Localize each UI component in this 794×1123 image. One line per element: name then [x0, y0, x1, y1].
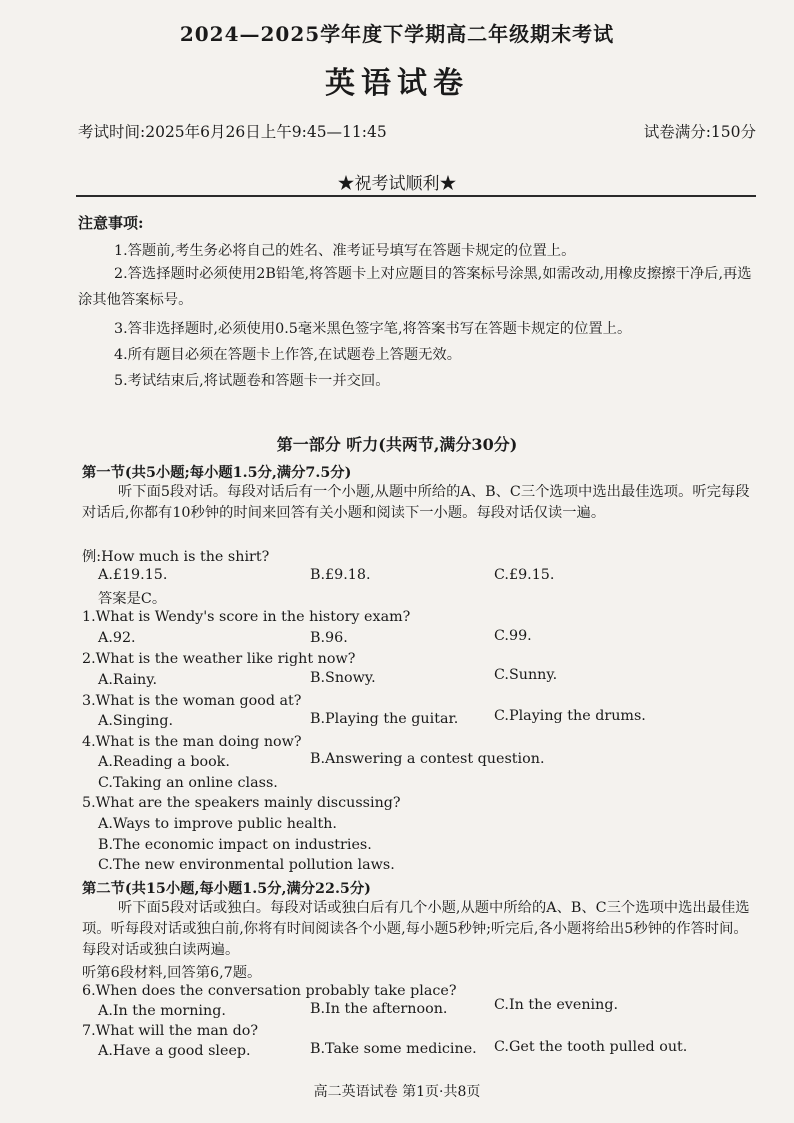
option-c: C.In the evening. [494, 997, 619, 1013]
option-b: B.The economic impact on industries. [98, 837, 372, 853]
question: 4.What is the man doing now? [82, 734, 302, 750]
option-a: A.In the morning. [98, 1003, 226, 1019]
full-score: 试卷满分:150分 [643, 123, 756, 141]
exam-title: 2024—2025学年度下学期高二年级期末考试 [179, 22, 615, 46]
question: 1.What is Wendy's score in the history exam? [82, 609, 411, 625]
question: 3.What is the woman good at? [82, 693, 302, 709]
option-b: B.Snowy. [310, 670, 376, 686]
option-b: B.Answering a contest question. [310, 751, 545, 767]
option-c: C.£9.15. [494, 567, 555, 583]
option-c: C.Taking an online class. [98, 775, 278, 791]
option-c: C.Get the tooth pulled out. [494, 1039, 688, 1055]
option-b: B.£9.18. [310, 567, 371, 583]
question: 5.What are the speakers mainly discussing? [82, 795, 401, 811]
option-a: A.Singing. [98, 713, 174, 729]
option-b: B.96. [310, 630, 348, 646]
option-c: C.99. [494, 628, 532, 644]
notes-title: 注意事项: [78, 214, 144, 232]
option-a: A.Rainy. [98, 672, 157, 688]
header-divider [76, 195, 756, 197]
option-b: B.Take some medicine. [310, 1041, 477, 1057]
blessing: ★祝考试顺利★ [337, 174, 457, 194]
note-item: 1.答题前,考生务必将自己的姓名、准考证号填写在答题卡规定的位置上。 [114, 243, 576, 259]
page-footer: 高二英语试卷 第1页·共8页 [313, 1084, 481, 1100]
question: 7.What will the man do? [82, 1023, 259, 1039]
question: 2.What is the weather like right now? [82, 651, 356, 667]
option-c: C.Sunny. [494, 667, 558, 683]
option-a: A.Reading a book. [98, 754, 230, 770]
section-instructions: 听下面5段对话或独白。每段对话或独白后有几个小题,从题中所给的A、B、C三个选项中选出最佳选项。听每段对话或独白前,你将有时间阅读各个小题,每小题5秒钟;听完后,各小题将给出5秒钟的作答时间。每段对话或独白读两遍。 [82, 900, 750, 958]
section-title: 第一节(共5小题;每小题1.5分,满分7.5分) [82, 465, 352, 481]
section-instructions: 听下面5段对话。每段对话后有一个小题,从题中所给的A、B、C三个选项中选出最佳选项。听完每段对话后,你都有10秒钟的时间来回答有关小题和阅读下一小题。每段对话仅读一遍。 [82, 484, 750, 521]
option-a: A.Ways to improve public health. [98, 816, 337, 832]
note-item: 4.所有题目必须在答题卡上作答,在试题卷上答题无效。 [114, 347, 462, 363]
option-a: A.£19.15. [98, 567, 168, 583]
example-question: 例:How much is the shirt? [82, 549, 270, 565]
section-title: 第二节(共15小题,每小题1.5分,满分22.5分) [82, 881, 371, 897]
material-note: 听第6段材料,回答第6,7题。 [82, 965, 262, 981]
question: 6.When does the conversation probably take place? [82, 983, 457, 999]
option-c: C.Playing the drums. [494, 708, 646, 724]
part-title: 第一部分 听力(共两节,满分30分) [276, 435, 518, 454]
option-b: B.Playing the guitar. [310, 711, 459, 727]
option-b: B.In the afternoon. [310, 1001, 448, 1017]
option-a: A.Have a good sleep. [98, 1043, 251, 1059]
option-c: C.The new environmental pollution laws. [98, 857, 395, 873]
note-item: 3.答非选择题时,必须使用0.5毫米黑色签字笔,将答案书写在答题卡规定的位置上。 [114, 321, 632, 337]
example-answer: 答案是C。 [98, 591, 167, 607]
note-item: 2.答选择题时必须使用2B铅笔,将答题卡上对应题目的答案标号涂黑,如需改动,用橡皮擦擦干净后,再选涂其他答案标号。 [78, 266, 752, 308]
exam-time: 考试时间:2025年6月26日上午9:45—11:45 [78, 123, 387, 141]
option-a: A.92. [98, 630, 136, 646]
paper-subject-title: 英语试卷 [325, 66, 469, 101]
note-item: 5.考试结束后,将试题卷和答题卡一并交回。 [114, 373, 390, 389]
